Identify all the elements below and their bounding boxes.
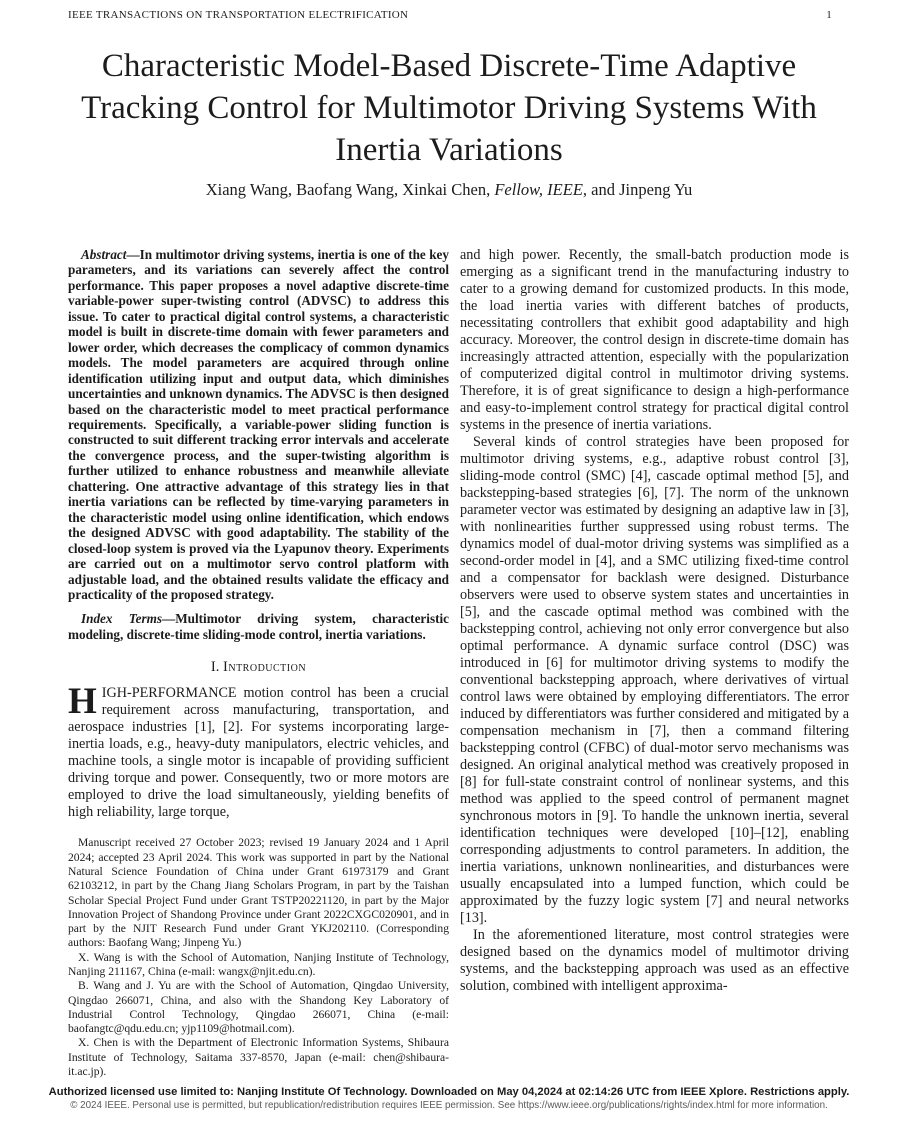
footer-stamp	[0, 1086, 898, 1111]
footer-copyright-line: © 2024 IEEE. Personal use is permitted, but republication/redistribution requires IEEE permission. See https://www.ieee.org/publications/rights/index.html for more information.	[70, 1100, 828, 1111]
index-terms-section	[68, 611, 449, 642]
right-column	[460, 247, 849, 1079]
authors-prefix: Xiang Wang, Baofang Wang, Xinkai Chen,	[205, 180, 495, 199]
footnote-funding: Manuscript received 27 October 2023; revised 19 January 2024 and 1 April 2024; accepted 23 April 2024. This work was supported in part by the National Natural Science Foundation of China under Grant 61973179 and Grant 62103212, in part by the Chang Jiang Scholars Program, in part by the Taishan Scholar Special Project Fund under Grant TSTP20221120, in part by the Major Innovation Project of Shandong Province under Grant 2022CXGC020901, and in part by the NJIT Research Fund under Grant YKJ202110. (Corresponding authors: Baofang Wang; Jinpeng Yu.)	[68, 836, 449, 950]
index-terms-label: Index Terms	[81, 611, 162, 627]
footnote-affiliation-bwang-jyu: B. Wang and J. Yu are with the School of Automation, Qingdao University, Qingdao 266071, China, and also with the Shandong Key Laboratory of Industrial Control Technology, Qingdao 266071, China (e-mail: baofangtc@qdu.edu.cn; yjp1109@hotmail.com).	[68, 979, 449, 1036]
abstract-label: Abstract	[81, 247, 127, 262]
section-number: I.	[210, 659, 220, 676]
authors-fellow-ieee: Fellow, IEEE	[494, 180, 583, 199]
footnote-affiliation-xwang: X. Wang is with the School of Automation, Nanjing Institute of Technology, Nanjing 211167, China (e-mail: wangx@njit.edu.cn).	[68, 950, 449, 978]
authors-suffix: , and Jinpeng Yu	[582, 180, 693, 199]
index-terms-text: —Multimotor driving system, characteristic modeling, discrete-time sliding-mode control, inertia variations.	[68, 611, 449, 642]
drop-cap: H	[68, 681, 97, 723]
section-heading-introduction	[68, 659, 449, 676]
footer-authorization-line: Authorized licensed use limited to: Nanjing Institute Of Technology. Downloaded on May 04,2024 at 02:14:26 UTC from IEEE Xplore. Restrictions apply.	[48, 1086, 850, 1098]
abstract-text: —In multimotor driving systems, inertia is one of the key parameters, and its variations can severely affect the control performance. This paper proposes a novel adaptive discrete-time variable-power super-twisting control (ADVSC) to address this issue. To cater to practical digital control systems, a characteristic model is built in discrete-time domain with fewer parameters and lower order, which decreases the complicacy of common dynamics models. The model parameters are acquired through online identification utilizing input and output data, which diminishes uncertainties and unknown dynamics. The ADVSC is then designed based on the characteristic model to meet practical performance requirements. Specifically, a variable-power sliding function is constructed to suit different tracking error intervals and accelerate the convergence process, and the super-twisting algorithm is further utilized to enhance robustness and meanwhile alleviate chattering. One attractive advantage of this strategy lies in that inertia variations can be reflected by time-varying parameters in the characteristic model using online identification, which endows the designed ADVSC with good adaptability. The stability of the closed-loop system is proved via the Lyapunov theory. Experiments are carried out on a multimotor servo control platform with adjustable load, and the obtained results validate the efficacy and practicality of the proposed strategy.	[68, 247, 449, 602]
footnote-block	[68, 836, 449, 1079]
authors-line	[0, 180, 898, 200]
paper-title: Characteristic Model-Based Discrete-Time Adaptive Tracking Control for Multimotor Driving Systems With Inertia Variations	[81, 48, 817, 168]
footnote-affiliation-xchen: X. Chen is with the Department of Electronic Information Systems, Shibaura Institute of Technology, Saitama 337-8570, Japan (e-mail: chen@shibaura-it.ac.jp).	[68, 1036, 449, 1079]
journal-title: IEEE TRANSACTIONS ON TRANSPORTATION ELECTRIFICATION	[68, 9, 409, 21]
right-column-paragraph-3: In the aforementioned literature, most control strategies were designed based on the dynamics model of multimotor driving systems, and the backstepping approach was used as an effective solution, combined with intelligent approxima-	[460, 927, 849, 994]
intro-paragraph-1	[68, 681, 449, 821]
intro-paragraph-1-text: IGH-PERFORMANCE motion control has been a crucial requirement across manufacturing, transportation, and aerospace industries [1], [2]. For systems incorporating large-inertia loads, e.g., heavy-duty manipulators, electric vehicles, and machine tools, a single motor is incapable of providing sufficient driving torque and power. Consequently, two or more motors are employed to drive the load simultaneously, yielding benefits of high reliability, large torque,	[68, 685, 449, 821]
left-column	[68, 247, 449, 1079]
abstract-section	[68, 247, 449, 602]
right-column-paragraph-1: and high power. Recently, the small-batch production mode is emerging as a significant trend in the manufacturing industry to cater to a growing demand for customized products. In this mode, the load inertia varies with different batches of products, necessitating controllers that exhibit good adaptability and high accuracy. Moreover, the control design in discrete-time domain has increasingly attracted attention, especially with the popularization of computerized digital control in multimotor driving systems. Therefore, it is of great significance to design a high-performance and easy-to-implement control strategy for practical digital control systems in the presence of inertia variations.	[460, 247, 849, 433]
section-title: Introduction	[223, 659, 307, 676]
page-number: 1	[826, 9, 832, 21]
running-head	[0, 0, 898, 21]
two-column-body	[0, 247, 898, 1079]
right-column-paragraph-2: Several kinds of control strategies have been proposed for multimotor driving systems, e.g., adaptive robust control [3], sliding-mode control (SMC) [4], cascade optimal method [5], and backstepping-based strategies [6], [7]. The norm of the unknown parameter vector was estimated by designing an adaptive law in [3], with nonlinearities further suppressed using robust terms. The dynamics model of dual-motor driving systems was simplified as a second-order model in [4], and a SMC utilizing fixed-time control and a compensator for backlash were designed. Disturbance observers were used to observe system states and uncertainties in [5], and the cascade optimal method was combined with the backstepping control, achieving not only error convergence but also optimal performance. A dynamic surface control (DSC) was introduced in [6] for multimotor driving systems to modify the conventional backstepping approach, where derivatives of virtual control laws were obtained by employing differentiators. The error induced by differentiators was further considered and mitigated by a compensation mechanism in [7], then a command filtering backstepping control (CFBC) of dual-motor servo mechanisms was designed. An original analytical method was creatively proposed in [8] for full-state constraint control of nonlinear systems, and this method was applied to the speed control of permanent magnet synchronous motors in [9]. To handle the unknown inertia, several identification techniques were developed [10]–[12], enabling corresponding adjustments to control parameters. In addition, the inertia variations, unknown nonlinearities, and disturbances were usually encapsulated into a lumped function, which could be approximated by the fuzzy logic system [7] and neural networks [13].	[460, 434, 849, 926]
